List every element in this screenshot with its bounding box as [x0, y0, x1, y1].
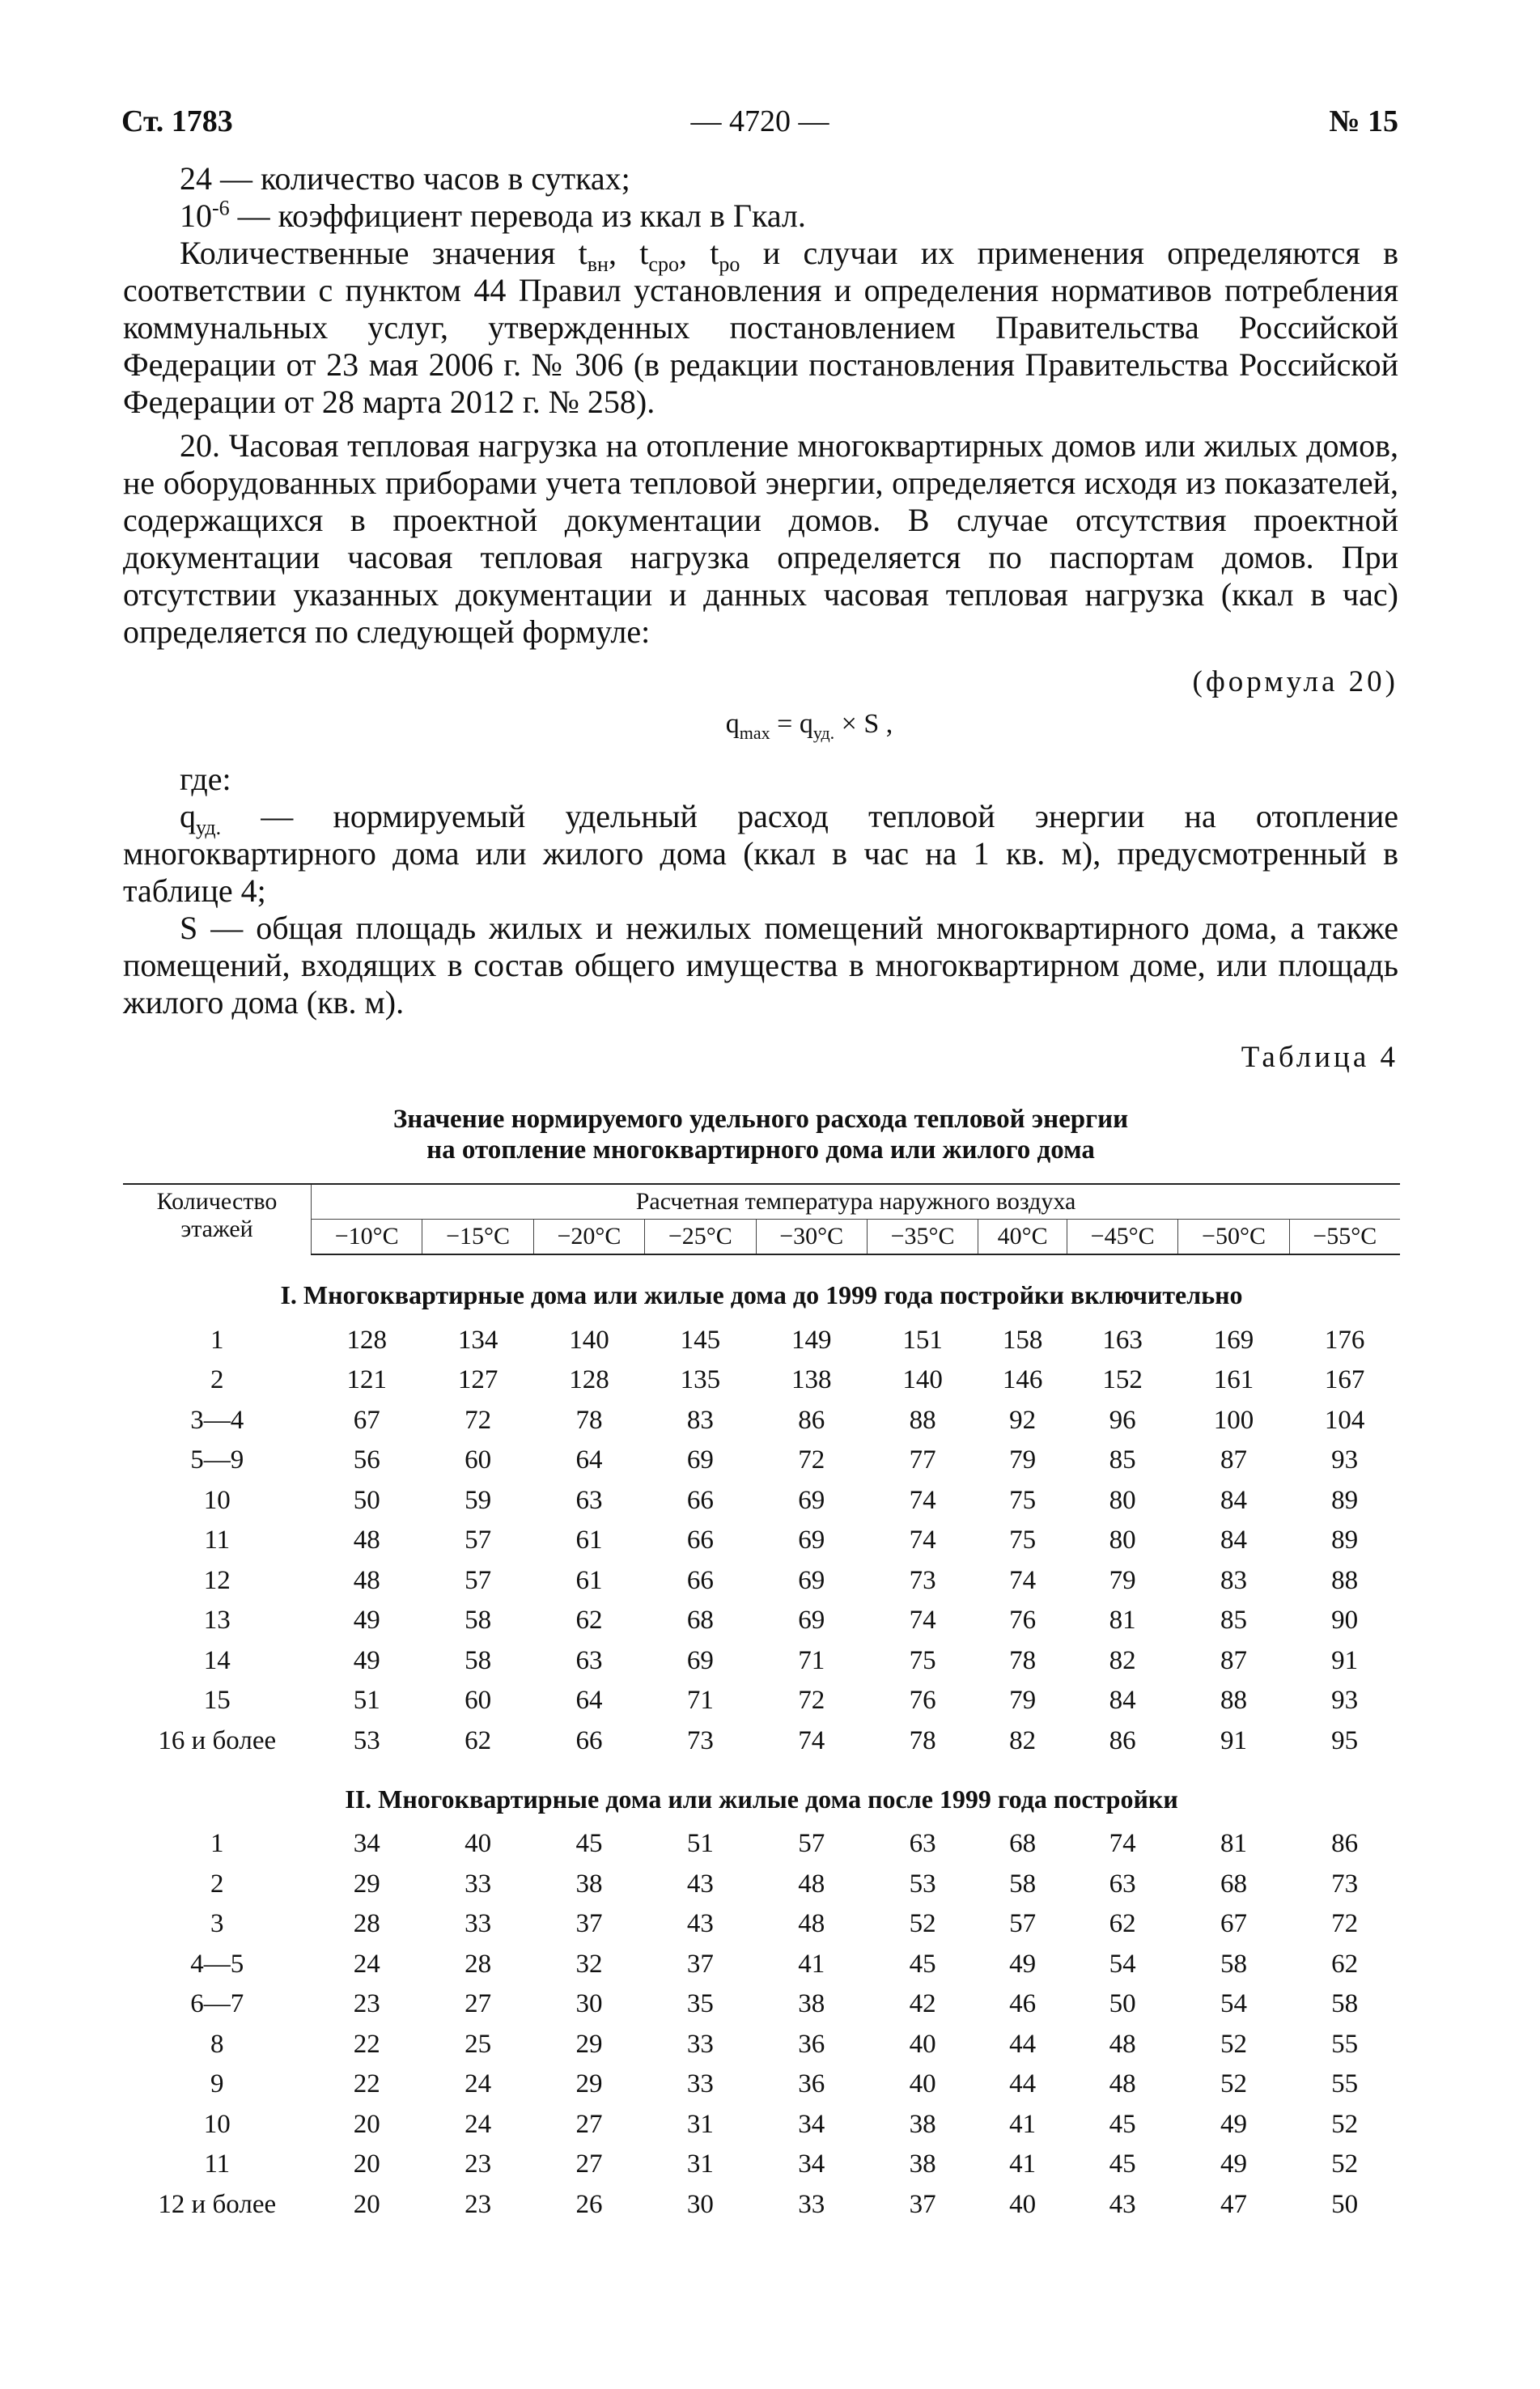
value-cell: 127 [457, 1365, 498, 1395]
value-cell: 167 [1324, 1365, 1365, 1395]
value-cell: 91 [1331, 1645, 1359, 1675]
value-cell: 26 [575, 2189, 603, 2219]
formula-20: $q_{max} = q_{уд.} \times S$ , [725, 709, 893, 743]
value-cell: 78 [575, 1405, 603, 1435]
temperature-column-header: −45°С [1067, 1220, 1177, 1255]
floors-cell: 10 [203, 2109, 231, 2139]
value-cell: 63 [1109, 1869, 1136, 1899]
table-row [123, 2104, 1400, 2145]
value-cell: 74 [909, 1485, 936, 1515]
value-cell: 40 [909, 2029, 936, 2059]
table-row [123, 1360, 1400, 1401]
value-cell: 42 [909, 1989, 936, 2019]
value-cell: 33 [686, 2069, 714, 2099]
value-cell: 29 [575, 2069, 603, 2099]
value-cell: 31 [686, 2149, 714, 2179]
value-cell: 50 [353, 1485, 380, 1515]
value-cell: 52 [1220, 2029, 1247, 2059]
value-cell: 169 [1213, 1325, 1254, 1355]
value-cell: 91 [1220, 1725, 1247, 1755]
value-cell: 74 [1009, 1565, 1037, 1595]
table-row [123, 1864, 1400, 1904]
value-cell: 71 [686, 1686, 714, 1716]
value-cell: 72 [465, 1405, 492, 1435]
value-cell: 58 [465, 1606, 492, 1636]
value-cell: 66 [575, 1725, 603, 1755]
value-cell: 89 [1331, 1525, 1359, 1555]
value-cell: 57 [465, 1565, 492, 1595]
value-cell: 52 [1220, 2069, 1247, 2099]
value-cell: 33 [686, 2029, 714, 2059]
value-cell: 52 [1331, 2109, 1359, 2139]
table-row [123, 1400, 1400, 1441]
value-cell: 27 [575, 2149, 603, 2179]
table-row [123, 1441, 1400, 1481]
value-cell: 50 [1331, 2189, 1359, 2219]
value-cell: 79 [1109, 1565, 1136, 1595]
value-cell: 84 [1109, 1686, 1136, 1716]
value-cell: 152 [1102, 1365, 1143, 1395]
value-cell: 34 [798, 2109, 825, 2139]
floors-cell: 10 [203, 1485, 231, 1515]
value-cell: 20 [353, 2189, 380, 2219]
value-cell: 25 [465, 2029, 492, 2059]
value-cell: 84 [1220, 1525, 1247, 1555]
table-4 [123, 1183, 1400, 2225]
value-cell: 38 [798, 1989, 825, 2019]
floors-cell: 9 [210, 2069, 224, 2099]
value-cell: 60 [465, 1686, 492, 1716]
value-cell: 29 [575, 2029, 603, 2059]
floors-cell: 1 [210, 1829, 224, 1859]
table-row [123, 2145, 1400, 2185]
value-cell: 45 [1109, 2149, 1136, 2179]
value-cell: 33 [465, 1909, 492, 1939]
value-cell: 100 [1213, 1405, 1254, 1435]
section-title: II. Многоквартирные дома или жилые дома после 1999 года постройки [345, 1784, 1178, 1814]
value-cell: 49 [1009, 1949, 1037, 1979]
value-cell: 74 [798, 1725, 825, 1755]
value-cell: 45 [1109, 2109, 1136, 2139]
value-cell: 69 [798, 1565, 825, 1595]
value-cell: 66 [686, 1565, 714, 1595]
value-cell: 43 [686, 1869, 714, 1899]
temperature-column-header: −55°С [1289, 1220, 1400, 1255]
value-cell: 20 [353, 2109, 380, 2139]
value-cell: 48 [353, 1565, 380, 1595]
floors-cell: 12 и более [158, 2189, 277, 2219]
value-cell: 158 [1002, 1325, 1043, 1355]
value-cell: 36 [798, 2029, 825, 2059]
floors-cell: 6—7 [190, 1989, 244, 2019]
value-cell: 140 [902, 1365, 943, 1395]
value-cell: 56 [353, 1445, 380, 1475]
value-cell: 75 [909, 1645, 936, 1675]
temperature-column-header: −20°С [533, 1220, 644, 1255]
floors-cell: 1 [210, 1325, 224, 1355]
value-cell: 69 [798, 1525, 825, 1555]
value-cell: 72 [798, 1686, 825, 1716]
value-cell: 90 [1331, 1606, 1359, 1636]
value-cell: 38 [909, 2149, 936, 2179]
value-cell: 96 [1109, 1405, 1136, 1435]
floors-cell: 15 [203, 1686, 231, 1716]
value-cell: 83 [686, 1405, 714, 1435]
floors-cell: 3—4 [190, 1405, 244, 1435]
page-number: — 4720 — [690, 104, 829, 138]
temperature-column-header: −35°С [867, 1220, 978, 1255]
value-cell: 23 [465, 2189, 492, 2219]
value-cell: 37 [575, 1909, 603, 1939]
value-cell: 23 [465, 2149, 492, 2179]
value-cell: 68 [1009, 1829, 1037, 1859]
table-row [123, 1640, 1400, 1681]
value-cell: 67 [353, 1405, 380, 1435]
value-cell: 58 [1009, 1869, 1037, 1899]
table-label: Таблица 4 [1241, 1041, 1398, 1074]
value-cell: 75 [1009, 1485, 1037, 1515]
value-cell: 29 [353, 1869, 380, 1899]
table-row [123, 1320, 1400, 1360]
value-cell: 62 [1331, 1949, 1359, 1979]
value-cell: 86 [1331, 1829, 1359, 1859]
value-cell: 146 [1002, 1365, 1043, 1395]
value-cell: 45 [575, 1829, 603, 1859]
value-cell: 48 [1109, 2069, 1136, 2099]
value-cell: 47 [1220, 2189, 1247, 2219]
value-cell: 63 [909, 1829, 936, 1859]
section-title: I. Многоквартирные дома или жилые дома до 1999 года постройки включительно [280, 1280, 1243, 1309]
value-cell: 68 [1220, 1869, 1247, 1899]
value-cell: 84 [1220, 1485, 1247, 1515]
floors-cell: 11 [204, 1525, 231, 1555]
paragraph-temperatures: Количественные значения $t_{вн}$, $t_{сро}$, $t_{ро}$ и случаи их применения определяются в соответствии с пунктом 44 Правил установления и определения нормативов потребления коммунальных услуг, утвержденных постановлением Правительства Российской Федерации от 23 мая 2006 г. № 306 (в редакции постановления Правительства Российской Федерации от 28 марта 2012 г. № 258). [123, 235, 1399, 420]
value-cell: 49 [353, 1645, 380, 1675]
value-cell: 121 [346, 1365, 387, 1395]
value-cell: 43 [1109, 2189, 1136, 2219]
value-cell: 77 [909, 1445, 936, 1475]
value-cell: 128 [569, 1365, 609, 1395]
floors-cell: 12 [203, 1565, 231, 1595]
formula-label: (формула 20) [1192, 665, 1398, 698]
value-cell: 135 [680, 1365, 721, 1395]
value-cell: 59 [465, 1485, 492, 1515]
table-row [123, 1480, 1400, 1521]
value-cell: 71 [798, 1645, 825, 1675]
floors-cell: 11 [204, 2149, 231, 2179]
value-cell: 28 [353, 1909, 380, 1939]
floors-column-header: Количество этажей [123, 1184, 312, 1254]
floors-cell: 4—5 [190, 1949, 244, 1979]
document-body [123, 160, 1398, 2225]
value-cell: 33 [798, 2189, 825, 2219]
where-label: где: [180, 761, 231, 797]
floors-cell: 2 [210, 1869, 224, 1899]
table-row [123, 1944, 1400, 1984]
value-cell: 69 [686, 1445, 714, 1475]
value-cell: 34 [353, 1829, 380, 1859]
table-row [123, 2024, 1400, 2064]
value-cell: 73 [1331, 1869, 1359, 1899]
value-cell: 145 [680, 1325, 721, 1355]
value-cell: 57 [465, 1525, 492, 1555]
hours-line: 24 — количество часов в сутках; [180, 160, 630, 197]
value-cell: 83 [1220, 1565, 1247, 1595]
value-cell: 38 [909, 2109, 936, 2139]
value-cell: 27 [575, 2109, 603, 2139]
table-row [123, 1721, 1400, 1761]
value-cell: 49 [1220, 2109, 1247, 2139]
value-cell: 57 [1009, 1909, 1037, 1939]
value-cell: 74 [909, 1606, 936, 1636]
value-cell: 62 [1109, 1909, 1136, 1939]
value-cell: 38 [575, 1869, 603, 1899]
value-cell: 48 [798, 1869, 825, 1899]
value-cell: 80 [1109, 1525, 1136, 1555]
value-cell: 92 [1009, 1405, 1037, 1435]
value-cell: 30 [686, 2189, 714, 2219]
value-cell: 72 [1331, 1909, 1359, 1939]
table-row [123, 1824, 1400, 1865]
value-cell: 93 [1331, 1686, 1359, 1716]
value-cell: 68 [686, 1606, 714, 1636]
table-row [123, 1984, 1400, 2025]
value-cell: 55 [1331, 2069, 1359, 2099]
value-cell: 24 [353, 1949, 380, 1979]
table-title: Значение нормируемого удельного расхода тепловой энергии на отопление многоквартирного дома или жилого дома [392, 1105, 1129, 1165]
value-cell: 73 [686, 1725, 714, 1755]
value-cell: 50 [1109, 1989, 1136, 2019]
value-cell: 60 [465, 1445, 492, 1475]
article-number: Ст. 1783 [121, 104, 233, 138]
temperature-column-header: −15°С [422, 1220, 533, 1255]
value-cell: 75 [1009, 1525, 1037, 1555]
value-cell: 78 [909, 1725, 936, 1755]
temperature-column-header: −25°С [645, 1220, 756, 1255]
value-cell: 67 [1220, 1909, 1247, 1939]
value-cell: 66 [686, 1525, 714, 1555]
value-cell: 86 [798, 1405, 825, 1435]
value-cell: 87 [1220, 1645, 1247, 1675]
table-row [123, 1521, 1400, 1561]
value-cell: 134 [457, 1325, 498, 1355]
value-cell: 53 [909, 1869, 936, 1899]
value-cell: 87 [1220, 1445, 1247, 1475]
value-cell: 27 [465, 1989, 492, 2019]
value-cell: 88 [909, 1405, 936, 1435]
value-cell: 44 [1009, 2029, 1037, 2059]
temperature-column-header: −10°С [312, 1220, 422, 1255]
value-cell: 48 [1109, 2029, 1136, 2059]
table-row [123, 1560, 1400, 1601]
value-cell: 79 [1009, 1445, 1037, 1475]
value-cell: 57 [798, 1829, 825, 1859]
temperature-header-row [123, 1220, 1400, 1255]
value-cell: 51 [353, 1686, 380, 1716]
value-cell: 51 [686, 1829, 714, 1859]
value-cell: 73 [909, 1565, 936, 1595]
temperature-column-header: −30°С [756, 1220, 867, 1255]
paragraph-20: 20. Часовая тепловая нагрузка на отопление многоквартирных домов или жилых домов, не оборудованных приборами учета тепловой энергии, определяется исходя из показателей, содержащихся в проектной документации домов. В случае отсутствия проектной документации часовая тепловая нагрузка определяется по паспортам домов. При отсутствии указанных документации и данных часовая тепловая нагрузка (ккал в час) определяется по следующей формуле: [123, 427, 1398, 650]
value-cell: 61 [575, 1565, 603, 1595]
value-cell: 74 [909, 1525, 936, 1555]
value-cell: 23 [353, 1989, 380, 2019]
value-cell: 81 [1109, 1606, 1136, 1636]
value-cell: 54 [1220, 1989, 1247, 2019]
value-cell: 52 [1331, 2149, 1359, 2179]
value-cell: 30 [575, 1989, 603, 2019]
value-cell: 52 [909, 1909, 936, 1939]
floors-cell: 2 [210, 1365, 224, 1395]
value-cell: 85 [1109, 1445, 1136, 1475]
floors-cell: 14 [203, 1645, 231, 1675]
value-cell: 163 [1102, 1325, 1143, 1355]
value-cell: 63 [575, 1645, 603, 1675]
value-cell: 149 [791, 1325, 832, 1355]
value-cell: 64 [575, 1686, 603, 1716]
value-cell: 66 [686, 1485, 714, 1515]
value-cell: 32 [575, 1949, 603, 1979]
value-cell: 24 [465, 2109, 492, 2139]
temperature-column-header: 40°С [978, 1220, 1067, 1255]
floors-cell: 13 [203, 1606, 231, 1636]
temperature-column-header: −50°С [1178, 1220, 1289, 1255]
table-row [123, 1904, 1400, 1945]
value-cell: 58 [1220, 1949, 1247, 1979]
value-cell: 46 [1009, 1989, 1037, 2019]
value-cell: 41 [1009, 2109, 1037, 2139]
value-cell: 88 [1331, 1565, 1359, 1595]
value-cell: 88 [1220, 1686, 1247, 1716]
value-cell: 48 [798, 1909, 825, 1939]
value-cell: 72 [798, 1445, 825, 1475]
coefficient-line: $10^{-6}$ — коэффициент перевода из ккал в Гкал. [180, 196, 806, 234]
value-cell: 31 [686, 2109, 714, 2139]
value-cell: 82 [1009, 1725, 1037, 1755]
value-cell: 95 [1331, 1725, 1359, 1755]
value-cell: 104 [1324, 1405, 1365, 1435]
definition-s: S — общая площадь жилых и нежилых помещений многоквартирного дома, а также помещений, входящих в состав общего имущества в многоквартирном доме, или площадь жилого дома (кв. м). [123, 910, 1398, 1021]
value-cell: 37 [686, 1949, 714, 1979]
value-cell: 28 [465, 1949, 492, 1979]
definition-q: $q_{уд.}$ — нормируемый удельный расход тепловой энергии на отопление многоквартирного дома или жилого дома (ккал в час на 1 кв. м), предусмотренный в таблице 4; [123, 798, 1398, 909]
table-row [123, 1681, 1400, 1721]
value-cell: 93 [1331, 1445, 1359, 1475]
value-cell: 34 [798, 2149, 825, 2179]
value-cell: 64 [575, 1445, 603, 1475]
value-cell: 161 [1213, 1365, 1254, 1395]
value-cell: 24 [465, 2069, 492, 2099]
value-cell: 69 [798, 1606, 825, 1636]
value-cell: 58 [465, 1645, 492, 1675]
value-cell: 79 [1009, 1686, 1037, 1716]
issue-number: № 15 [1329, 104, 1398, 138]
value-cell: 69 [798, 1485, 825, 1515]
value-cell: 86 [1109, 1725, 1136, 1755]
value-cell: 81 [1220, 1829, 1247, 1859]
value-cell: 74 [1109, 1829, 1136, 1859]
value-cell: 40 [1009, 2189, 1037, 2219]
table-section-header [123, 1254, 1400, 1320]
value-cell: 80 [1109, 1485, 1136, 1515]
value-cell: 44 [1009, 2069, 1037, 2099]
table-row [123, 2064, 1400, 2105]
floors-cell: 5—9 [190, 1445, 244, 1475]
value-cell: 128 [346, 1325, 387, 1355]
value-cell: 41 [1009, 2149, 1037, 2179]
value-cell: 41 [798, 1949, 825, 1979]
value-cell: 37 [909, 2189, 936, 2219]
value-cell: 62 [575, 1606, 603, 1636]
value-cell: 151 [902, 1325, 943, 1355]
value-cell: 43 [686, 1909, 714, 1939]
value-cell: 69 [686, 1645, 714, 1675]
value-cell: 49 [1220, 2149, 1247, 2179]
value-cell: 89 [1331, 1485, 1359, 1515]
value-cell: 40 [465, 1829, 492, 1859]
floors-cell: 8 [210, 2029, 224, 2059]
value-cell: 54 [1109, 1949, 1136, 1979]
value-cell: 36 [798, 2069, 825, 2099]
value-cell: 63 [575, 1485, 603, 1515]
table-row [123, 1601, 1400, 1641]
value-cell: 35 [686, 1989, 714, 2019]
value-cell: 45 [909, 1949, 936, 1979]
value-cell: 140 [569, 1325, 609, 1355]
value-cell: 33 [465, 1869, 492, 1899]
value-cell: 78 [1009, 1645, 1037, 1675]
value-cell: 49 [353, 1606, 380, 1636]
temperature-group-header: Расчетная температура наружного воздуха [312, 1184, 1401, 1220]
value-cell: 55 [1331, 2029, 1359, 2059]
value-cell: 20 [353, 2149, 380, 2179]
value-cell: 82 [1109, 1645, 1136, 1675]
floors-cell: 16 и более [158, 1725, 277, 1755]
page-header [121, 104, 1398, 149]
value-cell: 76 [1009, 1606, 1037, 1636]
value-cell: 176 [1324, 1325, 1365, 1355]
value-cell: 53 [353, 1725, 380, 1755]
value-cell: 61 [575, 1525, 603, 1555]
value-cell: 85 [1220, 1606, 1247, 1636]
value-cell: 48 [353, 1525, 380, 1555]
value-cell: 22 [353, 2069, 380, 2099]
value-cell: 22 [353, 2029, 380, 2059]
value-cell: 76 [909, 1686, 936, 1716]
floors-cell: 3 [210, 1909, 224, 1939]
table-section-header [123, 1761, 1400, 1824]
table-row [123, 2184, 1400, 2225]
value-cell: 138 [791, 1365, 832, 1395]
value-cell: 40 [909, 2069, 936, 2099]
value-cell: 58 [1331, 1989, 1359, 2019]
value-cell: 62 [465, 1725, 492, 1755]
